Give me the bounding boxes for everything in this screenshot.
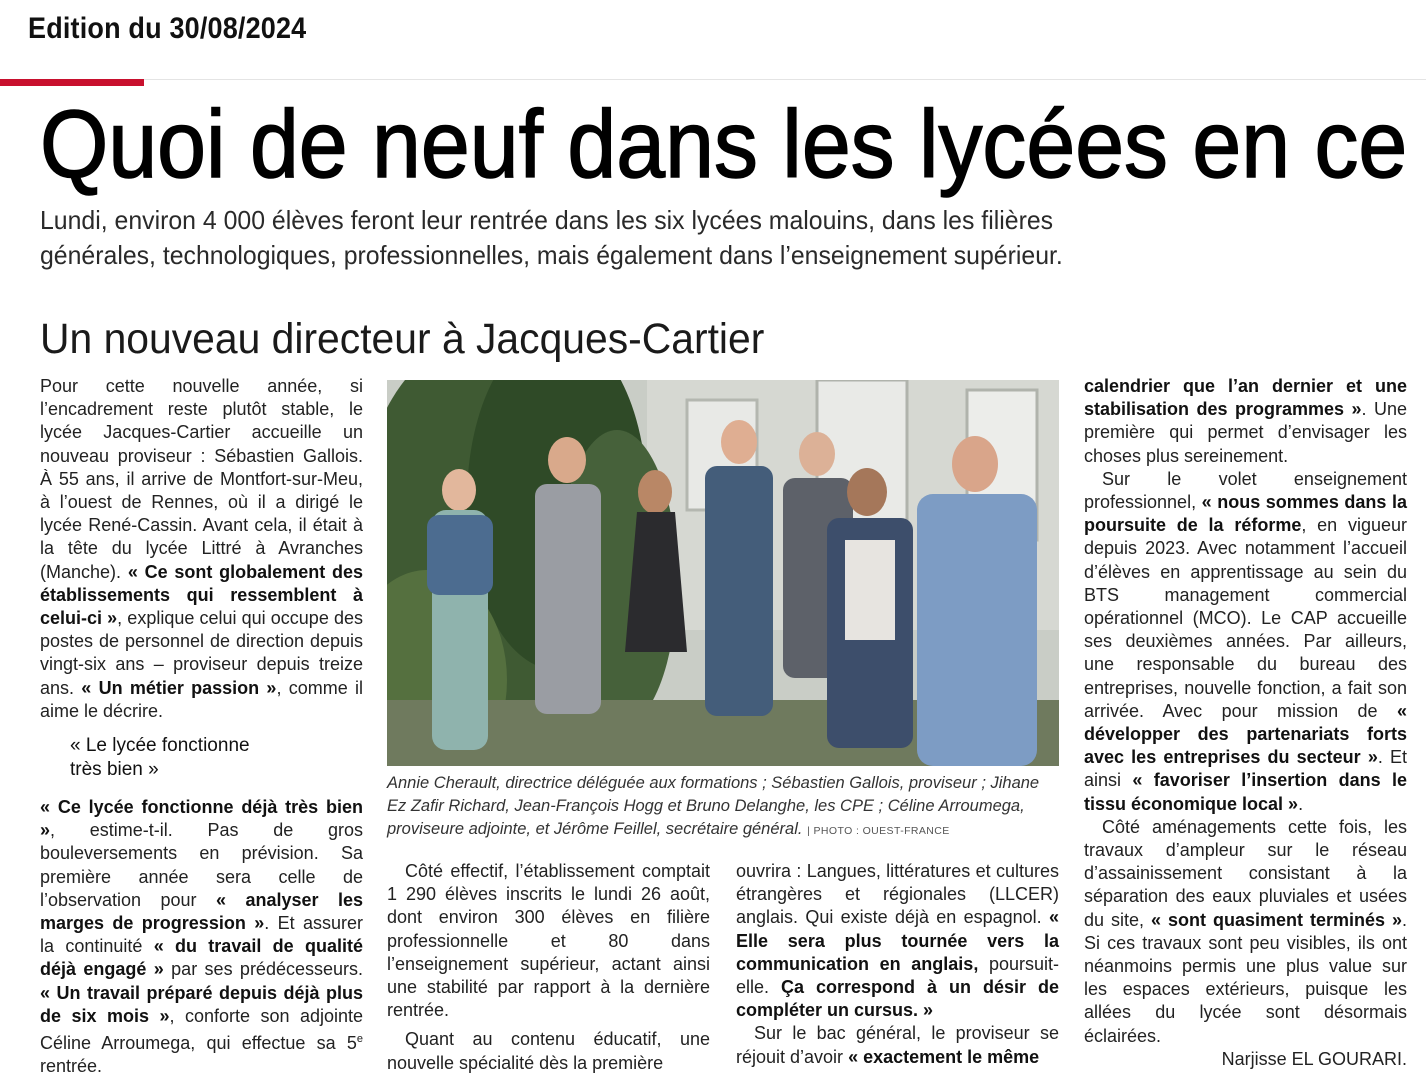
intertitle: « Le lycée fonctionne très bien » (70, 735, 250, 781)
subheadline: Un nouveau directeur à Jacques-Cartier (40, 315, 765, 363)
chapo-line-2: générales, technologiques, professionnelles, mais également dans l’enseignement supérieur. (40, 240, 1063, 270)
article-column-3 (736, 860, 1059, 1069)
edition-date: Edition du 30/08/2024 (28, 12, 307, 45)
col3-paragraph-2: Sur le bac général, le proviseur se réjouit d’avoir « exactement le même (736, 1023, 1059, 1067)
col2-paragraph-1: Côté effectif, l’établissement comptait 1 290 élèves inscrits le lundi 26 août, dont environ 300 élèves en filière professionnelle et 80 dans l’enseignement supérieur, actant ainsi une stabilité par rapport à la dernière rentrée. (387, 861, 710, 1021)
chapo-line-1: Lundi, environ 4 000 élèves feront leur rentrée dans les six lycées malouins, dans les filières (40, 205, 1054, 235)
red-accent-bar (0, 79, 144, 86)
group-photo-illustration (387, 380, 1059, 766)
article-column-1 (40, 375, 363, 1078)
article-column-2 (387, 860, 710, 1075)
col1-paragraph-1: Pour cette nouvelle année, si l’encadrement reste plutôt stable, le lycée Jacques-Cartier accueille un nouveau proviseur : Sébastien Gallois. À 55 ans, il arrive de Montfort-sur-Meu, à l’ouest de Rennes, où il a dirigé le lycée René-Cassin. Avant cela, il était à la tête du lycée Littré à Avranches (Manche). « Ce sont globalement des établissements qui ressemblent à celui-ci », explique celui qui occupe des postes de personnel de direction depuis vingt-six ans – proviseur depuis treize ans. « Un métier passion », comme il aime le décrire. (40, 376, 363, 721)
col4-paragraph-1: calendrier que l’an dernier et une stabilisation des programmes ». Une première qui permet d’envisager les choses plus sereinement. (1084, 376, 1407, 466)
chapo (40, 203, 1186, 273)
article-photo (387, 380, 1059, 766)
col2-paragraph-2: Quant au contenu éducatif, une nouvelle spécialité dès la première (387, 1029, 710, 1073)
photo-credit: | PHOTO : OUEST-FRANCE (807, 825, 950, 838)
author-signature: Narjisse EL GOURARI. (1221, 1048, 1407, 1069)
col4-paragraph-2: Sur le volet enseignement professionnel, « nous sommes dans la poursuite de la réforme, en vigueur depuis 2023. Avec notamment l’accueil d’élèves en apprentissage au sein du BTS management commercial opérationnel (MCO). Le CAP accueille ses deuxièmes années. Par ailleurs, une responsable du bureau des entreprises, nouvelle fonction, a fait son arrivée. Avec pour mission de « développer des partenariats forts avec les entreprises du secteur ». Et ainsi « favoriser l’insertion dans le tissu économique local ». (1084, 468, 1407, 814)
headline: Quoi de neuf dans les lycées en ce (40, 91, 1408, 198)
col1-paragraph-2: « Ce lycée fonctionne déjà très bien », estime-t-il. Pas de gros bouleversements en prévision. Sa première année sera celle de l’observation pour « analyser les marges de progression ». Et assurer la continuité « du travail de qualité déjà engagé » par ses prédécesseurs. « Un travail préparé depuis déjà plus de six mois », conforte son adjointe Céline Arroumega, qui effectue sa 5e rentrée. (40, 797, 364, 1077)
col3-paragraph-1: ouvrira : Langues, littératures et cultures étrangères et régionales (LLCER) anglais. Qui existe déjà en espagnol. « Elle sera plus tournée vers la communication en anglais, poursuit-elle. Ça correspond à un désir de compléter un cursus. » (736, 861, 1059, 1021)
photo-caption (387, 772, 1059, 844)
caption-text: Annie Cherault, directrice déléguée aux formations ; Sébastien Gallois, proviseur ; Jihane Ez Zafir Richard, Jean-François Hogg et Bruno Delanghe, les CPE ; Céline Arroumega, proviseure adjointe, et Jérôme Feillel, secrétaire général. (387, 774, 1040, 839)
article-column-4 (1084, 375, 1407, 1071)
col4-paragraph-3: Côté aménagements cette fois, les travaux d’ampleur sur le réseau d’assainissement consistant à la séparation des eaux pluviales et usées du site, « sont quasiment terminés ». Si ces travaux sont peu visibles, ils ont néanmoins permis une plus value sur les espaces extérieurs, puisque les allées du lycée sont désormais éclairées. (1084, 816, 1407, 1046)
header-divider (0, 79, 1426, 80)
